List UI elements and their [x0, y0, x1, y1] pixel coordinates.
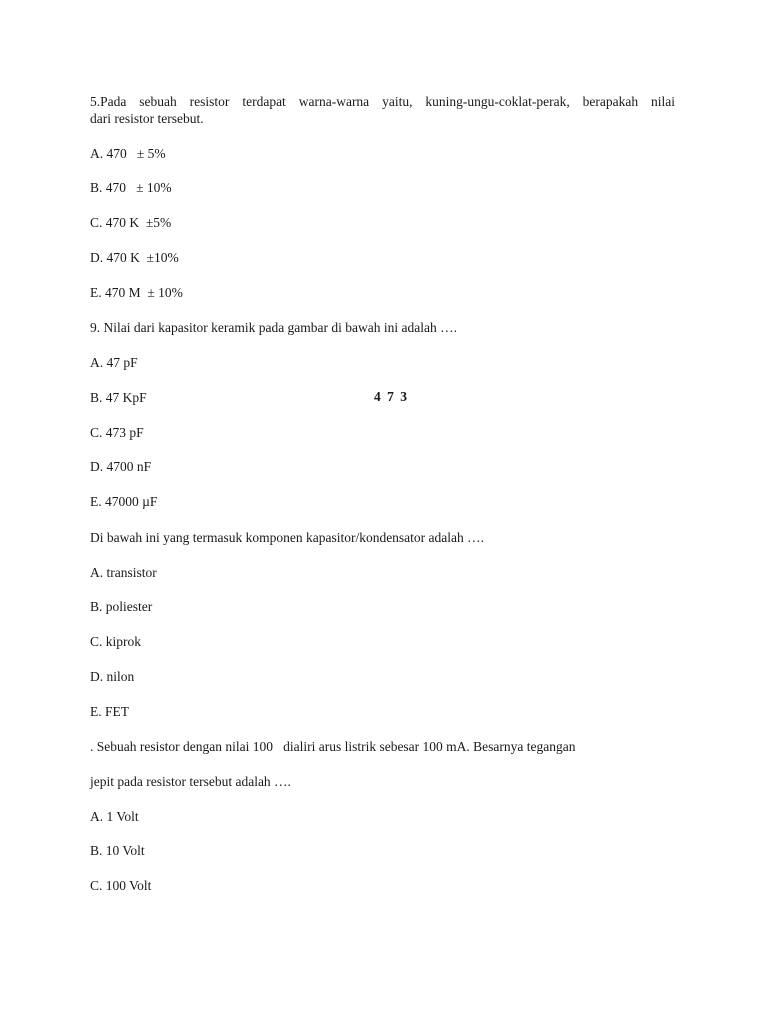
voltage-question-option-a: A. 1 Volt: [90, 809, 139, 824]
question-5-line-1: 5.Pada sebuah resistor terdapat warna-warna yaitu, kuning-ungu-coklat-perak, berapakah nilai: [90, 94, 675, 109]
capacitor-question-option-b: B. poliester: [90, 599, 153, 614]
capacitor-question-option-a: A. transistor: [90, 565, 157, 580]
question-5-option-e: E. 470 M ± 10%: [90, 285, 183, 300]
question-9-text: 9. Nilai dari kapasitor keramik pada gambar di bawah ini adalah ….: [90, 320, 457, 335]
question-9-option-c: C. 473 pF: [90, 425, 144, 440]
voltage-question-option-c: C. 100 Volt: [90, 878, 152, 893]
question-5-option-b: B. 470 ± 10%: [90, 180, 172, 195]
capacitor-question-option-d: D. nilon: [90, 669, 135, 684]
question-5-option-d: D. 470 K ±10%: [90, 250, 179, 265]
question-5-option-a: A. 470 ± 5%: [90, 146, 166, 161]
capacitor-question-text: Di bawah ini yang termasuk komponen kapasitor/kondensator adalah ….: [90, 530, 485, 545]
capacitor-code-label: 4 7 3: [374, 389, 409, 404]
capacitor-question-option-c: C. kiprok: [90, 634, 142, 649]
question-5-line-2: dari resistor tersebut.: [90, 111, 204, 126]
question-5-option-c: C. 470 K ±5%: [90, 215, 172, 230]
voltage-question-line-1: . Sebuah resistor dengan nilai 100 dialiri arus listrik sebesar 100 mA. Besarnya tegangan: [90, 739, 576, 754]
question-9-option-d: D. 4700 nF: [90, 459, 152, 474]
question-9-option-a: A. 47 pF: [90, 355, 138, 370]
voltage-question-option-b: B. 10 Volt: [90, 843, 145, 858]
capacitor-question-option-e: E. FET: [90, 704, 129, 719]
voltage-question-line-2: jepit pada resistor tersebut adalah ….: [90, 774, 291, 789]
question-9-option-e: E. 47000 µF: [90, 494, 158, 509]
question-9-option-b: B. 47 KpF: [90, 390, 147, 405]
